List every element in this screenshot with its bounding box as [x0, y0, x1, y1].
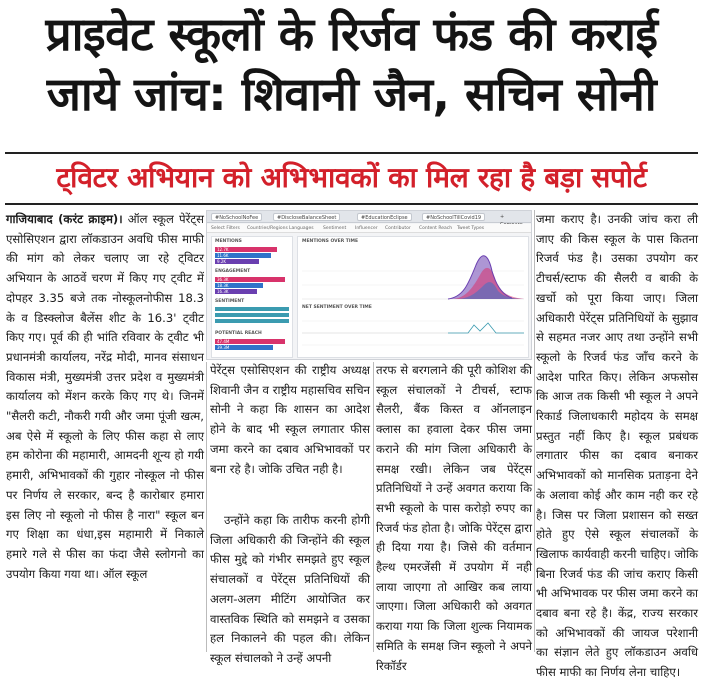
bottom-rule	[5, 203, 698, 205]
headline-line-1: प्राइवेट स्कूलों के रिर्जव फंड की कराई	[45, 7, 658, 61]
graphs-panel	[297, 236, 529, 358]
hashtag-tab: #DiscloseBalanceSheet	[273, 213, 340, 221]
metrics-panel	[211, 236, 293, 358]
column-1-text: ऑल स्कूल पेरेंट्स एसोसिएशन द्वारा लॉकडाउन अवधि फीस माफी की मांग को लेकर चलाए जा रहे ट्विटर अभियान के आठवें चरण में किए गए ट्वीट में दोपहर 3.35 बजे तक नोस्कूलनोफीस 18.3 के व डिस्क्लोज बैलेंस शीट के 16.3' ट्वीट किए गए। पूर्व की ही भांति रविवार के ट्वीट भी प्रधानमंत्री कार्यालय, नरेंद्र मोदी, मानव संसाधन विकास मंत्री, मुख्यमंत्री उत्तर प्रदेश व मुख्यमंत्री कार्यालय को मेंशन करके किए गए थे। जिनमें "सैलरी कटी, नौकरी गयी और जमा पूंजी खत्म, अब ऐसे में स्कूलो के लिए फीस कहा से लाए हम कोरोना की महामारी, आमदनी शून्य हो गयी हमारी, अभिभावकों की गुहार नोस्कूल नो फीस पर निर्णय ले सरकार, बन्द है कारोबार हमारा इस लिए नो स्कूलो नो फीस है नारा" स्कूल बन गए शिक्षा का धंधा,इस महामारी में निकाले हमारे गले से फीस का फंदा जैसे स्लोगनो का उपयोग किया गया था। ऑल स्कूल	[6, 212, 205, 581]
article-column-2-top	[210, 361, 370, 511]
filter-bar	[207, 224, 531, 233]
graph-label: NET SENTIMENT OVER TIME	[302, 305, 372, 310]
article-column-2-bottom	[210, 511, 370, 665]
sentiment-bar	[215, 319, 289, 323]
bar-value: 47.4M	[217, 339, 230, 344]
engagement-bar	[215, 289, 257, 294]
hashtag-tab: #NoSchoolNoFee	[211, 213, 262, 221]
article-column-4	[536, 210, 698, 680]
mentions-over-time-graph	[298, 245, 528, 303]
column-divider	[206, 362, 207, 652]
filter-item: Contributor	[385, 226, 411, 231]
reach-bar	[215, 339, 285, 344]
headline-line-2: जाये जांच: शिवानी जैन, सचिन सोनी	[46, 67, 657, 121]
graph-label: MENTIONS OVER TIME	[302, 239, 359, 244]
engagement-bar	[215, 283, 263, 288]
dateline: गाजियाबाद (करंट क्राइम)।	[6, 212, 123, 226]
hashtag-tabs	[207, 211, 531, 223]
column-divider	[373, 362, 374, 652]
reach-bar	[215, 345, 273, 350]
twitter-analytics-screenshot	[206, 210, 532, 360]
filter-item: Countries/Regions	[247, 226, 288, 231]
bar-value: 12.7K	[217, 247, 229, 252]
bar-value: 18.3K	[217, 283, 229, 288]
mentions-bar	[215, 253, 271, 258]
bar-value: 39.3M	[217, 345, 230, 350]
subheadline: ट्विटर अभियान को अभिभावकों का मिल रहा है बड़ा सपोर्ट	[56, 161, 647, 194]
column-divider	[534, 210, 535, 652]
engagement-bar	[215, 277, 285, 282]
hashtag-tab: #EducationEclipse	[357, 213, 412, 221]
filter-item: Languages	[289, 226, 314, 231]
hashtag-tab: #NoSchoolTillCovid19	[422, 213, 485, 221]
bar-value: 11.6K	[217, 253, 229, 258]
filter-item: Sentiment	[323, 226, 347, 231]
bar-value: 9.2K	[217, 259, 226, 264]
panel-label: MENTIONS	[215, 239, 242, 244]
filter-item: Influencer	[355, 226, 378, 231]
compare-tab: +	[497, 213, 531, 221]
column-3-text: तरफ से बरगलाने की पूरी कोशिश की स्कूल संचालकों ने टीचर्स, स्टाफ सैलरी, बैंक किस्त व ऑनलाइन क्लास का हवाला देकर फीस जमा कराने की मांग जिला अधिकारी के समक्ष रखी। लेकिन जब पेरेंट्स प्रतिनिधियों ने उन्हें अवगत कराया कि सभी स्कूलो के पास करोड़ो रुपए का रिजर्व फंड होता है। जोकि पेरेंट्स द्वारा ही दिया गया है। जिसे की वर्तमान हैल्थ एमरजेंसी में उपयोग में नही लाया जाएगा तो आखिर कब लाया जाएगा। जिला अधिकारी को अवगत कराया गया कि जिला शुल्क नियामक समिति के समक्ष जिन स्कूलो ने अपने रिकॉर्डर	[376, 363, 532, 673]
article-column-1	[6, 210, 204, 652]
article-column-3	[376, 361, 532, 673]
panel-label: ENGAGEMENT	[215, 269, 251, 274]
panel-label: POTENTIAL REACH	[215, 331, 262, 336]
filter-item: Tweet Types	[457, 226, 485, 231]
bar-value: 36.3K	[217, 277, 229, 282]
filter-item: Content Reach	[419, 226, 453, 231]
filter-item: Select Filters	[211, 226, 240, 231]
net-sentiment-graph	[298, 311, 528, 357]
column-2-top-text: पेरेंट्स एसोसिएशन की राष्ट्रीय अध्यक्ष शिवानी जैन व राष्ट्रीय महासचिव सचिन सोनी ने कहा कि शासन का आदेश होने के बाद भी स्कूल लगातार फीस जमा करने का दबाव अभिभावकों पर बना रहे है। जोकि उचित नही है।	[210, 363, 370, 476]
mentions-bar	[215, 259, 259, 264]
panel-label: SENTIMENT	[215, 299, 245, 304]
sentiment-bar	[215, 313, 289, 317]
column-4-text: जमा कराए है। उनकी जांच करा ली जाए की किस स्कूल के पास कितना रिजर्व फंड है। उसका उपयोग कर टीचर्स/स्टाफ की सैलरी व बाकी के खर्चो को पूरा किया जाए। जिला अधिकारी पेरेंट्स प्रतिनिधियों के सुझाव से सहमत नजर आए तथा उन्होंने सभी स्कूलो के रिजर्व फंड जाँच करने के आदेश पारित किए। लेकिन अफसोस कि आज तक किसी भी स्कूल ने अपने रिकार्ड जिलाधकारी महोदय के समक्ष प्रस्तुत नहीं किए है। स्कूल प्रबंधक लगातार फीस का दबाव बनाकर अभिभावकों को मानसिक प्रताड़ना देने के अलावा कोई और काम नही कर रहे है। जिस पर जिला प्रशासन को सख्त होते हुए ऐसे स्कूल संचालकों के खिलाफ कार्यवाही करनी चाहिए। जोकि बिना रिजर्व फंड की जांच कराए किसी भी अभिभावक पर फीस जमा करने का दबाव बना रहे है। केंद्र, राज्य सरकार को अभिभावकों की जायज परेशानी का संज्ञान लेते हुए लॉकडाउन अवधि फीस माफी का निर्णय लेना चाहिए।	[536, 212, 698, 680]
bar-value: 16.3K	[217, 289, 229, 294]
mentions-bar	[215, 247, 277, 252]
column-2-bottom-text: उन्होंने कहा कि तारीफ करनी होगी जिला अधिकारी की जिन्होंने की स्कूल फीस मुद्दे को गंभीर समझते हुए स्कूल संचालकों व पेरेंट्स प्रतिनिधियों की अलग-अलग मीटिंग आयोजित कर वास्तविक स्थिति को समझने व उसका हल निकालने की पहल की। लेकिन स्कूल संचालको ने उन्हें अपनी	[210, 513, 370, 665]
headline	[0, 4, 703, 124]
sentiment-bar	[215, 307, 289, 311]
